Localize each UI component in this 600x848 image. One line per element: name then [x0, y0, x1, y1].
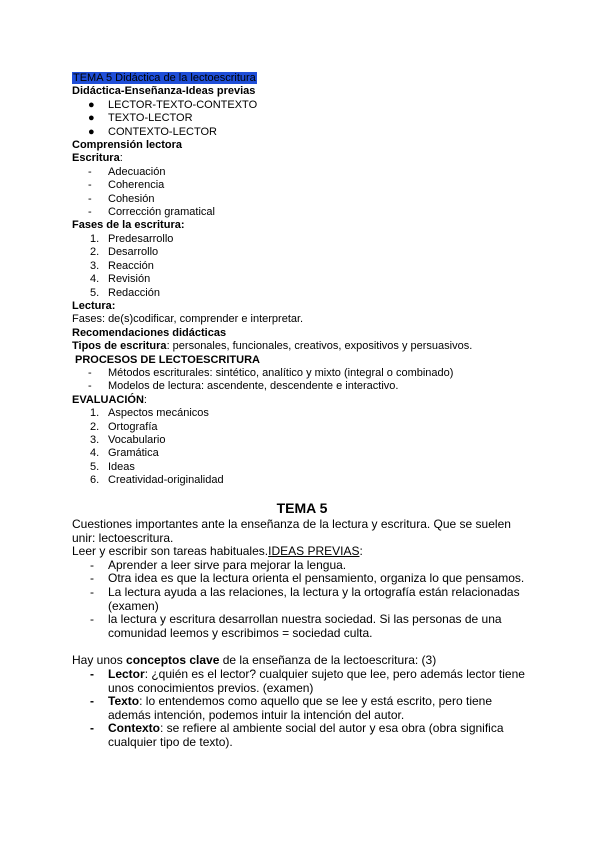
dash-icon: - [90, 557, 94, 572]
dash-item: - Modelos de lectura: ascendente, descendente e interactivo. [88, 380, 399, 393]
dash-item: - Adecuación [88, 165, 166, 178]
numbered-item: 6. Creatividad-originalidad [90, 474, 224, 487]
dash-item: - Métodos escriturales: sintético, analítico y mixto (integral o combinado) [88, 366, 454, 379]
numbered-item: 4. Revisión [90, 273, 151, 286]
numbered-item: 3. Reacción [90, 259, 154, 272]
concepto-item: - Contexto: se refiere al ambiente social del autor y esa obra (obra significa cualquier tipo de texto). [90, 721, 504, 749]
concepto-item: - Lector: ¿quién es el lector? cualquier sujeto que lee, pero además lector tiene unos conocimientos previos. (examen) [90, 666, 525, 695]
dash-item: - Corrección gramatical [88, 206, 215, 219]
dash-icon: - [88, 165, 92, 178]
heading-ideas-previas: Didáctica-Enseñanza-Ideas previas [72, 85, 256, 98]
idea-item: - La lectura ayuda a las relaciones, la lectura y la ortografía están relacionadas (examen) [90, 584, 520, 613]
bullet-icon: ● [88, 112, 95, 125]
intro-paragraph: Cuestiones importantes ante la enseñanza de la lectura y escritura. Que se suelen unir: lectoescritura. [72, 517, 511, 545]
dash-icon: - [88, 366, 92, 379]
escritura-label-line: Escritura: [72, 152, 123, 165]
summary-section [72, 72, 542, 488]
tema-title: TEMA 5 [276, 500, 328, 516]
heading-fases: Fases de la escritura: [72, 219, 185, 232]
bullet-item: ● LECTOR-TEXTO-CONTEXTO [88, 98, 258, 111]
dash-icon: - [90, 694, 94, 709]
idea-item: - Otra idea es que la lectura orienta el pensamiento, organiza lo que pensamos. [90, 571, 525, 586]
heading-recomendaciones: Recomendaciones didácticas [72, 326, 227, 339]
fases-lectura: Fases: de(s)codificar, comprender e interpretar. [72, 313, 304, 326]
numbered-item: 1. Aspectos mecánicos [90, 407, 209, 420]
bullet-icon: ● [88, 98, 95, 111]
evaluacion-line: EVALUACIÓN: [72, 393, 147, 406]
concepto-item: - Texto: lo entendemos como aquello que se lee y está escrito, pero tiene además intención, podemos intuir la intención del autor. [90, 694, 493, 722]
dash-icon: - [90, 721, 94, 736]
dash-icon: - [88, 192, 92, 205]
numbered-item: 2. Desarrollo [90, 246, 159, 259]
dash-icon: - [88, 179, 92, 192]
idea-item: - Aprender a leer sirve para mejorar la lengua. [90, 557, 347, 572]
bullet-item: ● TEXTO-LECTOR [88, 112, 193, 125]
bullet-item: ● CONTEXTO-LECTOR [88, 125, 217, 138]
idea-item: - la lectura y escritura desarrollan nuestra sociedad. Si las personas de una comunidad leemos y escribimos = sociedad culta. [90, 612, 502, 640]
dash-icon: - [88, 380, 92, 393]
numbered-item: 5. Ideas [90, 460, 135, 473]
numbered-item: 5. Redacción [90, 286, 160, 299]
numbered-item: 4. Gramática [90, 447, 159, 460]
dash-icon: - [90, 666, 94, 681]
heading-lectura: Lectura: [72, 299, 116, 312]
numbered-item: 1. Predesarrollo [90, 232, 174, 245]
dash-icon: - [90, 571, 94, 586]
highlighted-title: TEMA 5 Didáctica de la lectoescritura [73, 72, 256, 84]
summary-title-line [72, 72, 542, 85]
bullet-icon: ● [88, 125, 95, 138]
leer-paragraph: Leer y escribir son tareas habituales.IDEAS PREVIAS: [72, 544, 363, 559]
dash-item: - Coherencia [88, 179, 165, 192]
dash-item: - Cohesión [88, 192, 155, 205]
heading-procesos: PROCESOS DE LECTOESCRITURA [75, 353, 260, 366]
conceptos-paragraph: Hay unos conceptos clave de la enseñanza de la lectoescritura: (3) [72, 653, 437, 668]
dash-icon: - [90, 612, 94, 627]
tema-section [72, 500, 532, 750]
numbered-item: 3. Vocabulario [90, 433, 166, 446]
dash-icon: - [90, 584, 94, 599]
dash-icon: - [88, 206, 92, 219]
tipos-escritura-line: Tipos de escritura: personales, funcionales, creativos, expositivos y persuasivos. [72, 340, 473, 353]
numbered-item: 2. Ortografía [90, 420, 158, 433]
heading-comprension: Comprensión lectora [72, 139, 183, 152]
